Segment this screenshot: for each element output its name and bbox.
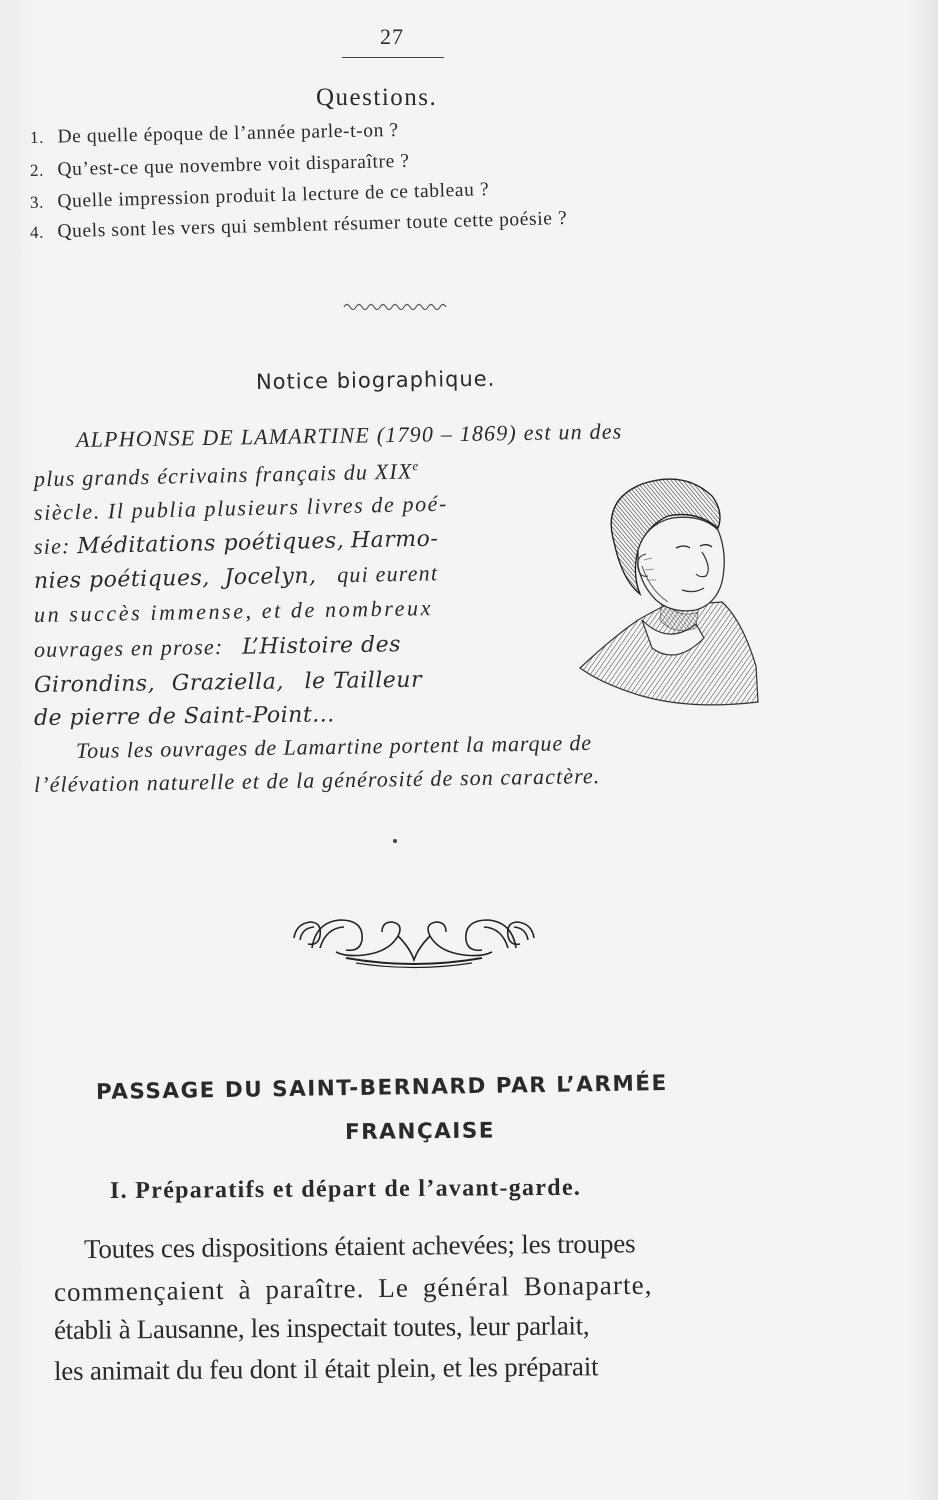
biography-line	[34, 560, 439, 594]
work-title: Méditations poétiques,	[77, 528, 345, 560]
biography-line: ALPHONSE DE LAMARTINE (1790 – 1869) est un des	[75, 418, 623, 452]
wavy-divider-icon	[342, 300, 452, 314]
question-number: 2.	[29, 160, 45, 180]
work-title: Graziella,	[171, 669, 285, 697]
question-text: Quels sont les vers qui semblent résumer toute cette poésie ?	[57, 207, 568, 243]
work-title: le Tailleur	[304, 667, 423, 695]
work-title: Harmo-	[350, 526, 439, 554]
question-number: 4.	[29, 222, 45, 242]
work-title: Girondins,	[33, 671, 156, 698]
biography-line	[34, 526, 439, 560]
print-mark	[393, 839, 397, 843]
question-item	[30, 179, 490, 214]
question-text: De quelle époque de l’année parle-t-on ?	[57, 119, 399, 148]
biography-line: un succès immense, et de nombreux	[33, 595, 434, 627]
question-number: 1.	[29, 127, 45, 147]
biography-line	[34, 701, 335, 731]
section-heading: I. Préparatifs et départ de l’avant-garde.	[109, 1174, 582, 1204]
biography-line: l’élévation naturelle et de la générosité de son caractère.	[33, 763, 601, 797]
chapter-title-continued: FRANÇAISE	[344, 1118, 496, 1145]
biography-heading: Notice biographique.	[255, 366, 496, 394]
biography-text: ouvrages en prose:	[33, 633, 231, 662]
lamartine-portrait-engraving-icon	[572, 470, 762, 710]
biography-line	[34, 458, 420, 492]
biography-line	[34, 631, 401, 663]
question-text: Qu’est-ce que novembre voit disparaître ?	[57, 150, 410, 181]
question-text: Quelle impression produit la lecture de ce tableau ?	[57, 179, 490, 213]
body-paragraph-line: établi à Lausanne, les inspectait toutes, leur parlait,	[53, 1310, 590, 1345]
biography-line: Tous les ouvrages de Lamartine portent la marque de	[75, 729, 593, 763]
biography-text: plus grands écrivains français du XIX	[33, 458, 413, 492]
question-item	[30, 151, 410, 182]
body-paragraph-line: Toutes ces dispositions étaient achevées; les troupes	[83, 1228, 636, 1264]
question-item	[30, 208, 568, 244]
century-superscript: e	[412, 457, 420, 474]
scroll-flourish-ornament-icon	[286, 908, 542, 970]
question-item	[30, 120, 399, 149]
questions-heading: Questions.	[316, 84, 438, 111]
work-title: nies poétiques,	[33, 565, 211, 594]
chapter-title: PASSAGE DU SAINT-BERNARD PAR L’ARMÉE	[95, 1071, 668, 1105]
body-paragraph-line: commençaient à paraître. Le général Bonaparte,	[53, 1269, 653, 1307]
page-number-rule	[342, 57, 444, 58]
biography-text: sie:	[33, 533, 78, 559]
biography-line: siècle. Il publia plusieurs livres de poé-	[33, 490, 449, 525]
work-title: de pierre de Saint-Point...	[33, 702, 335, 731]
work-title: L’Histoire des	[241, 632, 402, 660]
body-paragraph-line: les animait du feu dont il était plein, et les préparait	[53, 1351, 599, 1386]
page-number: 27	[380, 24, 404, 49]
biography-line	[34, 667, 422, 698]
work-title: Jocelyn,	[224, 563, 317, 591]
biography-text: qui eurent	[336, 560, 439, 588]
question-number: 3.	[29, 192, 45, 212]
